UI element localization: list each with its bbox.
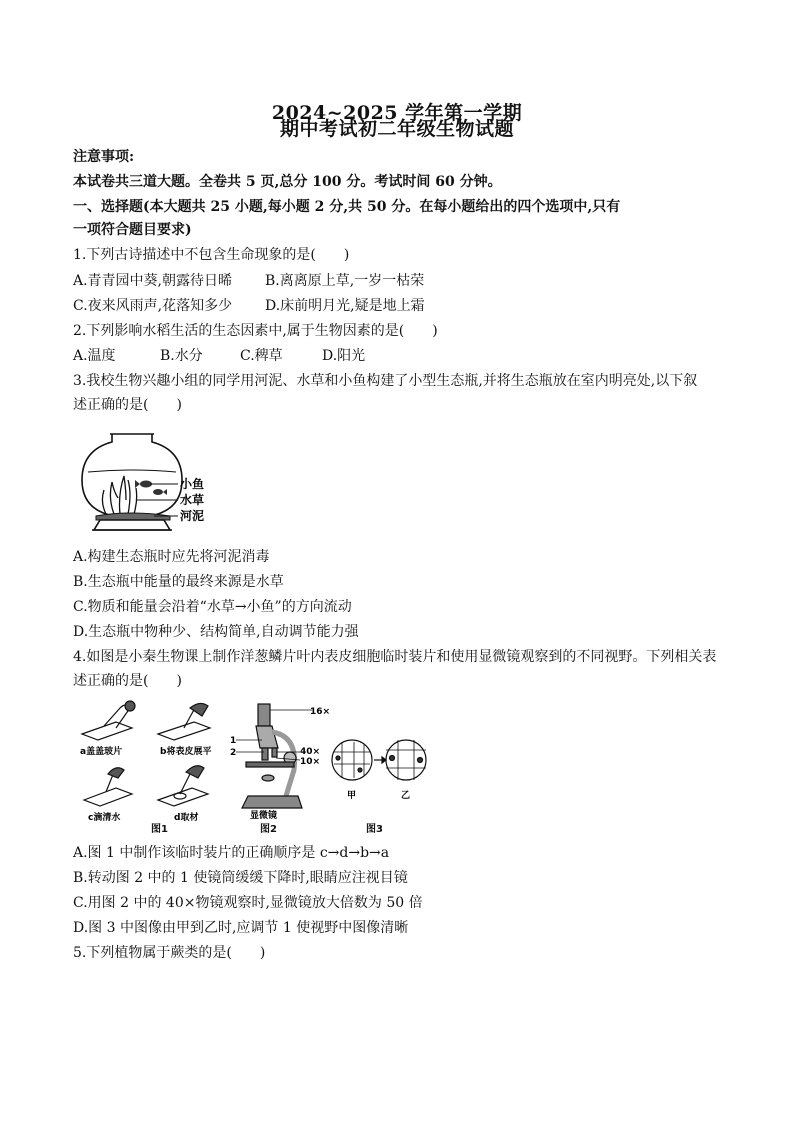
step-d-label: d取材	[174, 813, 199, 823]
view-arrow	[374, 757, 386, 763]
step-d-drawing	[158, 766, 208, 806]
q3-option-c: C.物质和能量会沿着“水草→小鱼”的方向流动	[73, 599, 352, 615]
q1-option-a: A.青青园中葵,朝露待日晞	[73, 273, 233, 289]
q5-stem: 5.下列植物属于蕨类的是( )	[73, 945, 266, 961]
label-weed: 水草	[180, 493, 205, 507]
q2-option-d: D.阳光	[322, 348, 366, 364]
fig1-caption: 图1	[151, 824, 168, 835]
section1-heading: 一、选择题(本大题共 25 小题,每小题 2 分,共 50 分。在每小题给出的四个选项中,只有	[73, 199, 621, 215]
exam-title-year: 2024~2025 学年第一学期	[271, 102, 523, 124]
q1-option-c: C.夜来风雨声,花落知多少	[73, 298, 233, 314]
q3-option-a: A.构建生态瓶时应先将河泥消毒	[73, 549, 270, 565]
q3-option-b: B.生态瓶中能量的最终来源是水草	[73, 574, 284, 590]
view-yi-label: 乙	[401, 791, 411, 801]
objective-40-label: 40×	[300, 747, 321, 757]
notice-heading: 注意事项:	[73, 149, 135, 165]
objective-10-label: 10×	[300, 757, 321, 767]
q3-stem: 3.我校生物兴趣小组的同学用河泥、水草和小鱼构建了小型生态瓶,并将生态瓶放在室内明亮处,以下叙	[73, 373, 698, 389]
q4-stem-cont: 述正确的是( )	[73, 673, 182, 689]
q4-option-c: C.用图 2 中的 40×物镜观察时,显微镜放大倍数为 50 倍	[73, 895, 423, 911]
q3-stem-cont: 述正确的是( )	[73, 397, 182, 413]
q2-option-c: C.稗草	[240, 348, 283, 364]
step-a-drawing	[82, 701, 135, 740]
q3-option-d: D.生态瓶中物种少、结构简单,自动调节能力强	[73, 624, 359, 640]
step-c-label: c滴清水	[88, 813, 121, 823]
section1-heading-cont: 一项符合题目要求)	[73, 222, 192, 238]
bottle-outline	[82, 434, 182, 516]
water-weed-drawing	[102, 476, 136, 514]
exam-title-subject: 期中考试初二年级生物试题	[279, 118, 514, 140]
step-b-drawing	[158, 703, 210, 740]
q1-stem: 1.下列古诗描述中不包含生命现象的是( )	[73, 247, 350, 263]
eyepiece-label: 16×	[310, 707, 331, 717]
q4-stem: 4.如图是小秦生物课上制作洋葱鳞片叶内表皮细胞临时装片和使用显微镜观察到的不同视野。下列相关表	[73, 649, 717, 665]
view-jia-label: 甲	[347, 791, 357, 801]
fine-knob-number: 2	[230, 748, 237, 758]
slide-preparation-figure	[76, 698, 226, 836]
q2-option-a: A.温度	[73, 348, 116, 364]
q4-option-a: A.图 1 中制作该临时装片的正确顺序是 c→d→b→a	[73, 845, 390, 861]
notice-text: 本试卷共三道大题。全卷共 5 页,总分 100 分。考试时间 60 分钟。	[73, 174, 502, 190]
q4-option-d: D.图 3 中图像由甲到乙时,应调节 1 使视野中图像清晰	[73, 920, 409, 936]
fig3-caption: 图3	[366, 824, 383, 835]
microscope-drawing	[242, 704, 302, 808]
q2-option-b: B.水分	[160, 348, 203, 364]
view-jia-drawing	[332, 740, 372, 780]
fish-drawing	[135, 480, 167, 495]
step-a-label: a盖盖玻片	[80, 747, 123, 757]
q1-option-d: D.床前明月光,疑是地上霜	[265, 298, 425, 314]
coarse-knob-number: 1	[230, 736, 237, 746]
q4-option-b: B.转动图 2 中的 1 使镜筒缓缓下降时,眼睛应注视目镜	[73, 870, 408, 886]
label-mud: 河泥	[180, 509, 205, 523]
ecosystem-bottle-figure	[74, 428, 214, 536]
label-fish: 小鱼	[180, 477, 205, 491]
microscope-figure	[228, 700, 331, 824]
step-c-drawing	[84, 768, 132, 806]
field-of-view-figure	[330, 738, 426, 802]
microscope-name-label: 显微镜	[250, 811, 278, 821]
step-b-label: b将表皮展平	[160, 747, 212, 757]
fig2-caption: 图2	[260, 824, 277, 835]
label-lines	[136, 484, 178, 516]
view-yi-drawing	[386, 740, 426, 780]
q2-stem: 2.下列影响水稻生活的生态因素中,属于生物因素的是( )	[73, 323, 438, 339]
q1-option-b: B.离离原上草,一岁一枯荣	[265, 273, 425, 289]
bottle-stand	[92, 520, 172, 530]
